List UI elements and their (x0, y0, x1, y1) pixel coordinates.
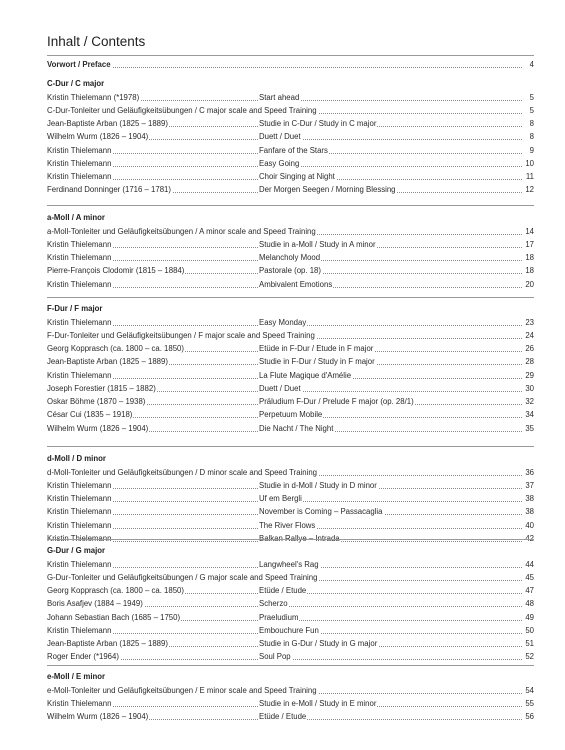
section-divider (47, 55, 534, 56)
toc-entry[interactable] (47, 480, 534, 492)
toc-entry[interactable] (47, 158, 534, 170)
entry-composer: Kristin Thielemann (47, 145, 112, 155)
entry-title: Start ahead (259, 92, 300, 102)
entry-page-number: 20 (522, 279, 534, 291)
toc-entry[interactable] (47, 343, 534, 355)
entry-page-number: 8 (522, 118, 534, 130)
entry-title: Melancholy Mood (259, 253, 321, 262)
entry-title: La Flute Magique d'Amélie (259, 370, 352, 380)
preface-label: Vorwort / Preface (47, 60, 111, 69)
entry-composer: Kristin Thielemann (47, 520, 112, 530)
entry-composer: Kristin Thielemann (47, 172, 112, 181)
entry-page-number: 28 (522, 356, 534, 368)
entry-title: Etüde / Etude (259, 712, 307, 721)
entry-title: Embouchure Fun (259, 625, 319, 635)
entry-page-number: 34 (522, 409, 534, 421)
entry-page-number: 38 (522, 493, 534, 505)
entry-composer: Wilhelm Wurm (1826 – 1904) (47, 712, 149, 721)
entry-title: Studie in C-Dur / Study in C major (259, 119, 377, 128)
entry-composer: Jean-Baptiste Arban (1825 – 1889) (47, 639, 168, 648)
toc-entry[interactable] (47, 711, 534, 723)
entry-page-number: 17 (522, 239, 534, 251)
entry-composer: Roger Ender (*1964) (47, 652, 119, 662)
entry-title: Pastorale (op. 18) (259, 266, 321, 276)
entry-composer: Oskar Böhme (1870 – 1938) (47, 397, 146, 406)
entry-composer: d-Moll-Tonleiter und Geläufigkeitsübungen / D minor scale and Speed Training (47, 467, 318, 477)
section-heading: F-Dur / F major (47, 304, 103, 313)
entry-composer: Kristin Thielemann (*1978) (47, 92, 140, 102)
toc-entry[interactable] (47, 698, 534, 710)
entry-page-number: 10 (522, 158, 534, 170)
toc-entry[interactable] (47, 409, 534, 421)
dot-leader (47, 67, 522, 68)
section-heading: G-Dur / G major (47, 546, 106, 555)
entry-composer: Jean-Baptiste Arban (1825 – 1889) (47, 357, 168, 367)
entry-title: Praeludium (259, 612, 299, 622)
entry-composer: Kristin Thielemann (47, 559, 112, 569)
entry-composer: Joseph Forestier (1815 – 1882) (47, 383, 156, 393)
entry-title: November is Coming – Passacaglia (259, 507, 383, 517)
entry-title: Uf em Bergli (259, 494, 302, 503)
toc-entry[interactable] (47, 118, 534, 130)
toc-entry[interactable] (47, 396, 534, 408)
entry-page-number: 32 (522, 396, 534, 408)
entry-page-number: 26 (522, 343, 534, 355)
entry-title: Perpetuum Mobile (259, 410, 323, 420)
entry-composer: Kristin Thielemann (47, 239, 112, 249)
toc-entry[interactable] (47, 598, 534, 610)
entry-title: Scherzo (259, 599, 288, 609)
entry-title: Balkan Rallye – Intrada (259, 533, 340, 543)
entry-page-number: 5 (522, 92, 534, 104)
entry-title: Easy Going (259, 158, 300, 168)
entry-composer: Kristin Thielemann (47, 317, 112, 327)
entry-page-number: 49 (522, 612, 534, 624)
toc-entry[interactable] (47, 279, 534, 291)
toc-entry[interactable] (47, 92, 534, 104)
entry-page-number: 30 (522, 383, 534, 395)
preface-page-number: 4 (522, 59, 534, 71)
entry-composer: Wilhelm Wurm (1826 – 1904) (47, 423, 149, 433)
toc-entry[interactable] (47, 612, 534, 624)
toc-entry[interactable] (47, 520, 534, 532)
entry-page-number: 18 (522, 265, 534, 277)
entry-composer: e-Moll-Tonleiter und Geläufigkeitsübungen / E minor scale and Speed Training (47, 685, 317, 695)
toc-entry[interactable] (47, 559, 534, 571)
entry-composer: Kristin Thielemann (47, 625, 112, 635)
toc-entry[interactable] (47, 370, 534, 382)
entry-page-number: 51 (522, 638, 534, 650)
entry-page-number: 40 (522, 520, 534, 532)
entry-title: Duett / Duet (259, 132, 301, 142)
entry-composer: Kristin Thielemann (47, 253, 112, 262)
preface-entry[interactable] (47, 59, 534, 71)
entry-title: Studie in d-Moll / Study in D minor (259, 480, 377, 490)
toc-entry[interactable] (47, 330, 534, 342)
section-heading: d-Moll / D minor (47, 454, 106, 463)
section-divider (47, 205, 534, 206)
entry-page-number: 55 (522, 698, 534, 710)
entry-page-number: 24 (522, 330, 534, 342)
entry-title: Der Morgen Seegen / Morning Blessing (259, 185, 396, 195)
entry-page-number: 23 (522, 317, 534, 329)
entry-title: The River Flows (259, 520, 316, 530)
toc-entry[interactable] (47, 585, 534, 597)
entry-page-number: 56 (522, 711, 534, 723)
toc-entry[interactable] (47, 105, 534, 117)
entry-title: Choir Singing at Night (259, 172, 335, 181)
entry-title: Studie in e-Moll / Study in E minor (259, 698, 377, 708)
entry-composer: Kristin Thielemann (47, 279, 112, 289)
entry-title: Studie in a-Moll / Study in A minor (259, 239, 376, 249)
entry-composer: C-Dur-Tonleiter und Geläufigkeitsübungen / C major scale and Speed Training (47, 105, 317, 115)
entry-composer: Kristin Thielemann (47, 370, 112, 380)
entry-title: Soul Pop (259, 652, 291, 662)
toc-entry[interactable] (47, 572, 534, 584)
entry-title: Langwheel's Rag (259, 559, 319, 569)
entry-composer: a-Moll-Tonleiter und Geläufigkeitsübungen / A minor scale and Speed Training (47, 226, 316, 236)
entry-title: Easy Monday (259, 317, 307, 327)
toc-entry[interactable] (47, 625, 534, 637)
entry-title: Ambivalent Emotions (259, 279, 333, 289)
entry-title: Studie in F-Dur / Study in F major (259, 357, 375, 367)
entry-composer: Georg Kopprasch (ca. 1800 – ca. 1850) (47, 344, 184, 353)
toc-entry[interactable] (47, 171, 534, 183)
toc-entry[interactable] (47, 467, 534, 479)
entry-composer: G-Dur-Tonleiter und Geläufigkeitsübungen / G major scale and Speed Training (47, 572, 318, 582)
section-heading: e-Moll / E minor (47, 672, 106, 681)
entry-title: Etüde / Etude (259, 586, 307, 595)
toc-entry[interactable] (47, 184, 534, 196)
entry-page-number: 18 (522, 252, 534, 264)
entry-page-number: 12 (522, 184, 534, 196)
toc-entry[interactable] (47, 383, 534, 395)
entry-page-number: 47 (522, 585, 534, 597)
section-divider (47, 665, 534, 666)
section-divider (47, 297, 534, 298)
entry-page-number: 52 (522, 651, 534, 663)
entry-composer: Ferdinand Donninger (1716 – 1781) (47, 185, 171, 195)
entry-page-number: 8 (522, 131, 534, 143)
entry-composer: Wilhelm Wurm (1826 – 1904) (47, 132, 149, 142)
entry-composer: César Cui (1835 – 1918) (47, 410, 133, 420)
entry-page-number: 48 (522, 598, 534, 610)
entry-page-number: 42 (522, 533, 534, 545)
toc-entry[interactable] (47, 226, 534, 238)
toc-entry[interactable] (47, 252, 534, 264)
entry-composer: Boris Asafjev (1884 – 1949) (47, 599, 143, 609)
entry-page-number: 45 (522, 572, 534, 584)
entry-composer: Kristin Thielemann (47, 494, 112, 503)
page-title: Inhalt / Contents (47, 34, 146, 49)
entry-composer: Georg Kopprasch (ca. 1800 – ca. 1850) (47, 586, 184, 595)
toc-entry[interactable] (47, 638, 534, 650)
entry-composer: Kristin Thielemann (47, 698, 112, 708)
toc-entry[interactable] (47, 145, 534, 157)
section-heading: C-Dur / C major (47, 79, 105, 88)
entry-page-number: 44 (522, 559, 534, 571)
entry-title: Die Nacht / The Night (259, 423, 334, 433)
entry-title: Studie in G-Dur / Study in G major (259, 639, 378, 648)
entry-page-number: 50 (522, 625, 534, 637)
entry-composer: Pierre-François Clodomir (1815 – 1884) (47, 266, 185, 276)
entry-page-number: 54 (522, 685, 534, 697)
entry-page-number: 14 (522, 226, 534, 238)
entry-title: Präludium F-Dur / Prelude F major (op. 28/1) (259, 397, 414, 406)
entry-composer: Kristin Thielemann (47, 480, 112, 490)
toc-entry[interactable] (47, 131, 534, 143)
section-divider (47, 539, 534, 540)
entry-page-number: 11 (522, 171, 534, 183)
entry-composer: Kristin Thielemann (47, 158, 112, 168)
toc-entry[interactable] (47, 265, 534, 277)
entry-composer: Johann Sebastian Bach (1685 – 1750) (47, 612, 181, 622)
entry-composer: F-Dur-Tonleiter und Geläufigkeitsübungen / F major scale and Speed Training (47, 330, 315, 340)
entry-page-number: 9 (522, 145, 534, 157)
toc-entry[interactable] (47, 651, 534, 663)
entry-title: Duett / Duet (259, 383, 301, 393)
toc-entry[interactable] (47, 423, 534, 435)
toc-entry[interactable] (47, 239, 534, 251)
entry-page-number: 38 (522, 506, 534, 518)
entry-title: Etüde in F-Dur / Etude in F major (259, 344, 374, 353)
toc-entry[interactable] (47, 493, 534, 505)
entry-composer: Kristin Thielemann (47, 507, 112, 517)
entry-page-number: 36 (522, 467, 534, 479)
section-heading: a-Moll / A minor (47, 213, 105, 222)
entry-page-number: 5 (522, 105, 534, 117)
entry-page-number: 37 (522, 480, 534, 492)
entry-composer: Jean-Baptiste Arban (1825 – 1889) (47, 119, 168, 128)
toc-entry[interactable] (47, 685, 534, 697)
toc-entry[interactable] (47, 356, 534, 368)
entry-title: Fanfare of the Stars (259, 145, 328, 155)
toc-entry[interactable] (47, 506, 534, 518)
entry-page-number: 29 (522, 370, 534, 382)
entry-composer: Kristin Thielemann (47, 533, 112, 543)
toc-entry[interactable] (47, 317, 534, 329)
section-divider (47, 446, 534, 447)
entry-page-number: 35 (522, 423, 534, 435)
